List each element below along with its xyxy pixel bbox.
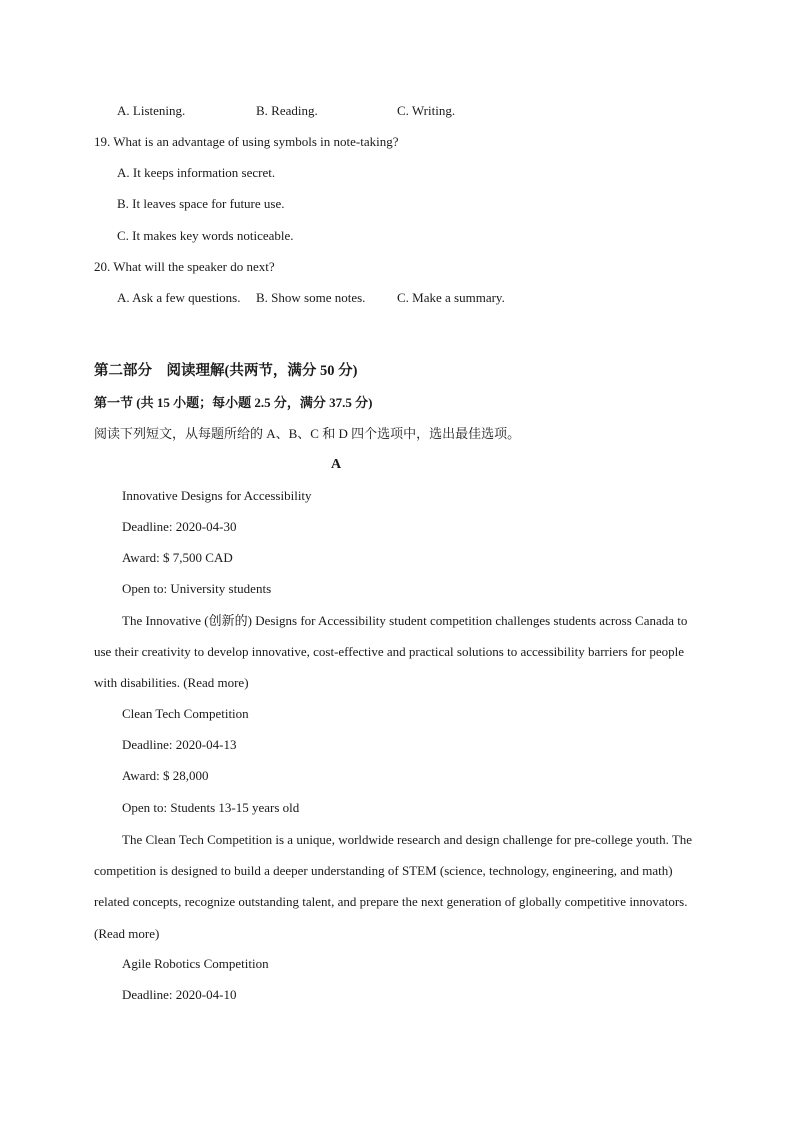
competition2-award: Award: $ 28,000 (122, 768, 209, 783)
competition1-description: The Innovative (创新的) Designs for Accessibility student competition challenges students across Canada to use their creativity to develop innovative, cost-effective and practical solutions to accessibility barriers for people with disabilities. (Read more) (94, 613, 688, 691)
competition3-deadline: Deadline: 2020-04-10 (122, 987, 237, 1002)
q19-stem: 19. What is an advantage of using symbols in note-taking? (94, 134, 399, 149)
passage-label: A (331, 457, 342, 472)
q20-stem: 20. What will the speaker do next? (94, 259, 275, 274)
competition1-deadline: Deadline: 2020-04-30 (122, 519, 237, 534)
section1-heading: 第一节 (共 15 小题；每小题 2.5 分，满分 37.5 分) (94, 395, 373, 410)
competition3-name: Agile Robotics Competition (122, 956, 269, 971)
competition2-name: Clean Tech Competition (122, 706, 249, 721)
reading-instruction: 阅读下列短文，从每题所给的 A、B、C 和 D 四个选项中，选出最佳选项。 (94, 426, 521, 441)
q19-option-a: A. It keeps information secret. (117, 165, 276, 180)
q20-option-c: C. Make a summary. (397, 290, 505, 305)
q20-option-b: B. Show some notes. (256, 290, 366, 305)
q19-option-c: C. It makes key words noticeable. (117, 228, 294, 243)
q18-option-a: A. Listening. (117, 103, 186, 118)
q18-option-b: B. Reading. (256, 103, 318, 118)
q18-option-c: C. Writing. (397, 103, 456, 118)
q19-option-b: B. It leaves space for future use. (117, 196, 285, 211)
competition1-eligibility: Open to: University students (122, 581, 272, 596)
competition2-deadline: Deadline: 2020-04-13 (122, 737, 237, 752)
competition1-name: Innovative Designs for Accessibility (122, 488, 312, 503)
competition1-award: Award: $ 7,500 CAD (122, 550, 233, 565)
q20-option-a: A. Ask a few questions. (117, 290, 241, 305)
competition2-eligibility: Open to: Students 13-15 years old (122, 800, 300, 815)
competition2-description: The Clean Tech Competition is a unique, worldwide research and design challenge for pre-college youth. The competition is designed to build a deeper understanding of STEM (science, technology, engineering, and math) related concepts, recognize outstanding talent, and prepare the next generation of globally competitive innovators. (Read more) (94, 832, 693, 941)
part2-title: 第二部分 阅读理解(共两节，满分 50 分) (94, 363, 358, 379)
